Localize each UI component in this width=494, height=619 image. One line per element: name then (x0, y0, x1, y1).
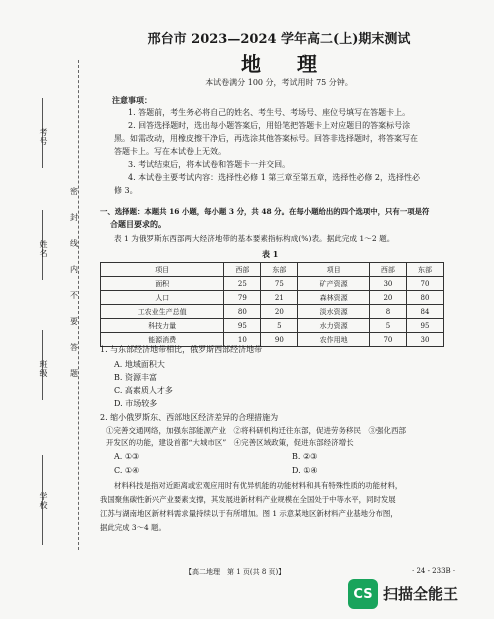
table-cell: 科技力量 (101, 319, 224, 333)
passage-line: 江苏与湖南地区新材料需求量持续以于有所增加。图 1 示意某地区新材料产业基地分布图， (100, 509, 398, 518)
table-cell: 21 (261, 291, 298, 305)
indicator-table (100, 262, 444, 347)
table-cell: 70 (406, 277, 443, 291)
table-header: 项目 (101, 263, 224, 277)
section1-heading-2: 合题目要求的。 (110, 219, 166, 229)
score-line: 本试卷满分 100 分，考试用时 75 分钟。 (205, 78, 353, 87)
passage-line: 我国聚焦碳性新兴产业要素支撑，其发展进新材料产业规模在全国处于中等水平，同时发展 (100, 495, 396, 504)
kaohao-label: 考号 (39, 128, 48, 146)
note-line: 3. 考试结束后，将本试卷和答题卡一并交回。 (128, 160, 291, 169)
table-row (101, 305, 444, 319)
table-header: 东部 (406, 263, 443, 277)
table-cell: 5 (261, 319, 298, 333)
table-header: 西部 (369, 263, 406, 277)
camscanner-name: 扫描全能王 (383, 585, 459, 603)
table-cell: 80 (224, 305, 261, 319)
q2-stem: 2. 缩小俄罗斯东、西部地区经济差异的合理措施为 (100, 413, 279, 422)
q2-statements-2: 开发区的功能，建设首都“大城市区” ④完善区域政策，促进东部经济增长 (106, 438, 354, 447)
seal-char: 要 (70, 317, 78, 326)
table-cell: 30 (406, 333, 443, 347)
q1-option-a: A. 地域面积大 (114, 360, 165, 369)
table-header-row (101, 263, 444, 277)
table-header: 西部 (224, 263, 261, 277)
q2-option-a: A. ①③ (114, 452, 140, 461)
table-cell: 水力资源 (298, 319, 370, 333)
q1-option-d: D. 市场较多 (114, 399, 158, 408)
subject-title: 地理 (241, 52, 353, 76)
q2-option-b: B. ②③ (292, 452, 318, 461)
table-row (101, 291, 444, 305)
table-cell: 84 (406, 305, 443, 319)
table-cell: 95 (406, 319, 443, 333)
page-footer: 【高二地理 第 1 页(共 8 页)】 (185, 568, 286, 576)
passage-line: 据此完成 3～4 题。 (100, 523, 166, 532)
table-cell: 30 (369, 277, 406, 291)
seal-char: 不 (70, 291, 78, 300)
q2-option-c: C. ①④ (114, 466, 140, 475)
table-cell: 森林资源 (298, 291, 370, 305)
table-cell: 25 (224, 277, 261, 291)
table-cell: 90 (261, 333, 298, 347)
table-cell: 75 (261, 277, 298, 291)
note-line: 2. 回答选择题时，选出每小题答案后，用铅笔把答题卡上对应题目的答案标号涂 (128, 121, 411, 130)
xingming-label: 姓名 (39, 240, 48, 258)
table-cell: 5 (369, 319, 406, 333)
paper-code: · 24 - 233B · (412, 567, 456, 575)
note-line: 答题卡上。写在本试卷上无效。 (114, 147, 226, 156)
q2-statements: ①完善交通网络，加强东部能源产业 ②将科研机构迁往东部，促进劳务移民 ③强化西部 (106, 426, 406, 435)
table-cell: 能源消费 (101, 333, 224, 347)
table-row (101, 277, 444, 291)
seal-char: 密 (70, 187, 78, 196)
q2-option-d: D. ①④ (292, 466, 318, 475)
seal-char: 线 (70, 239, 78, 248)
seal-char: 答 (70, 343, 78, 352)
note-line: 黑。如需改动，用橡皮擦干净后，再选涂其他答案标号。回答非选择题时，将答案写在 (114, 134, 418, 143)
table-cell: 农作用地 (298, 333, 370, 347)
table-header: 项目 (298, 263, 370, 277)
notes-heading: 注意事项： (112, 95, 152, 105)
seal-char: 题 (70, 369, 78, 378)
table-cell: 95 (224, 319, 261, 333)
banji-label: 班级 (39, 360, 48, 378)
table-cell: 淡水资源 (298, 305, 370, 319)
note-line: 1. 答题前，考生务必将自己的姓名、考生号、考场号、座位号填写在答题卡上。 (128, 108, 411, 117)
note-line: 4. 本试卷主要考试内容：选择性必修 1 第三章至第五章，选择性必修 2，选择性必 (128, 173, 420, 182)
table-header: 东部 (261, 263, 298, 277)
table-cell: 面积 (101, 277, 224, 291)
table-cell: 矿产资源 (298, 277, 370, 291)
passage-line: 材料科技是指对近距离或宏观应用时有优异机能的功能材料和具有特殊性质的功能材料， (114, 481, 403, 490)
section1-heading: 一、选择题：本题共 16 小题，每小题 3 分，共 48 分。在每小题给出的四个选项中，只有一项是符 (100, 207, 430, 216)
table-cell: 8 (369, 305, 406, 319)
table-cell: 工农业生产总值 (101, 305, 224, 319)
table-cell: 人口 (101, 291, 224, 305)
table-cell: 10 (224, 333, 261, 347)
table-cell: 70 (369, 333, 406, 347)
note-line: 修 3。 (114, 186, 138, 195)
q1-stem: 1. 与东部经济地带相比，俄罗斯西部经济地带 (100, 345, 263, 354)
seal-char: 内 (70, 265, 78, 274)
exam-title: 邢台市 2023—2024 学年高二(上)期末测试 (147, 32, 411, 47)
section1-intro: 表 1 为俄罗斯东西部两大经济地带的基本要素指标构成(%)表。据此完成 1～2 题。 (114, 234, 395, 243)
xuexiao-label: 学校 (39, 492, 48, 510)
table-cell: 20 (369, 291, 406, 305)
seal-char: 封 (70, 213, 78, 222)
q1-option-c: C. 高素质人才多 (114, 386, 173, 395)
q1-option-b: B. 资源丰富 (114, 373, 157, 382)
seal-line (78, 60, 79, 550)
table-row (101, 319, 444, 333)
table-cell: 20 (261, 305, 298, 319)
table-title: 表 1 (262, 249, 279, 259)
camscanner-logo-icon: CS (348, 579, 378, 609)
table-cell: 80 (406, 291, 443, 305)
table-cell: 79 (224, 291, 261, 305)
